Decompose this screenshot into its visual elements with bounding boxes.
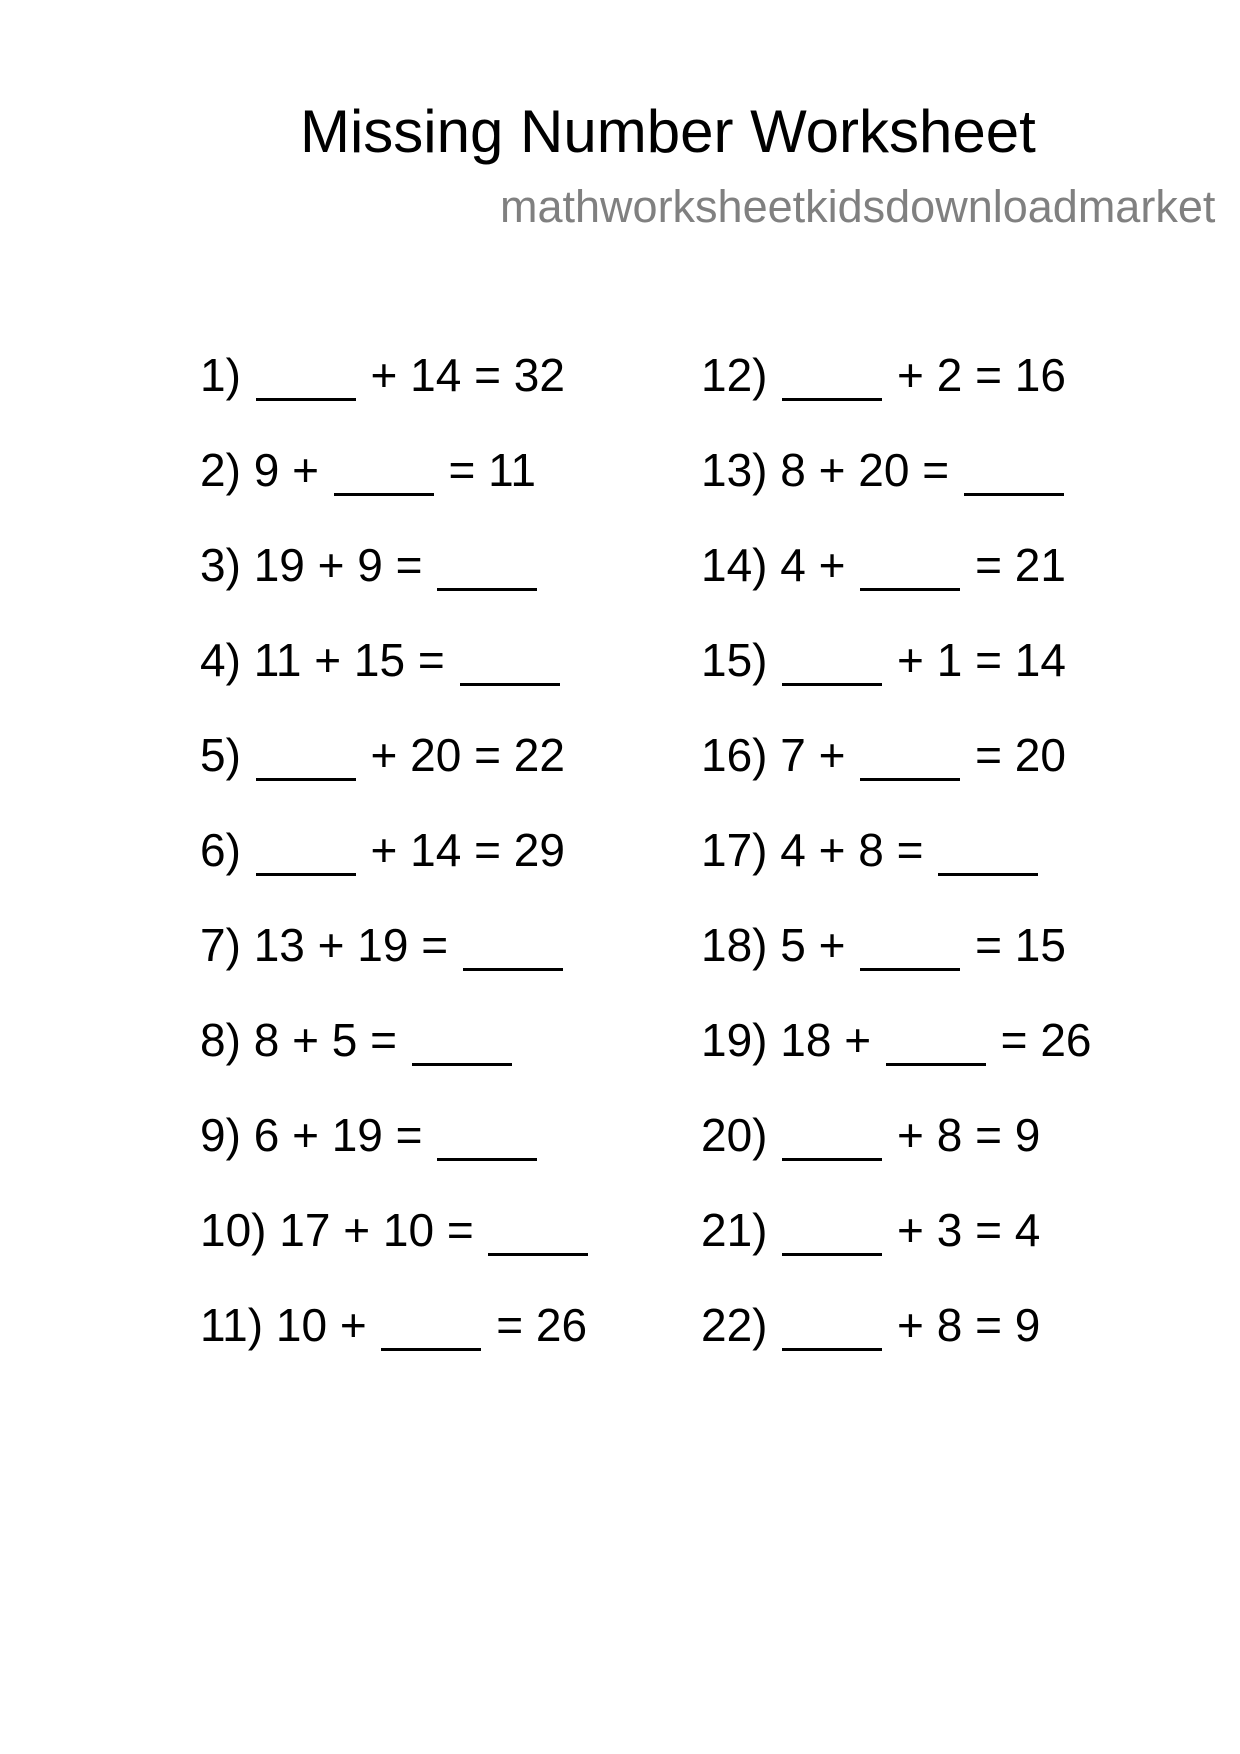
- plus-sign: +: [897, 1204, 924, 1256]
- plus-sign: +: [370, 729, 398, 781]
- equals-sign: =: [474, 729, 501, 781]
- plus-sign: +: [897, 349, 924, 401]
- problem-item: [200, 443, 590, 538]
- answer-blank[interactable]: [256, 398, 356, 401]
- answer-blank[interactable]: [256, 778, 356, 781]
- result: 21: [1014, 539, 1066, 591]
- operand-b: 20: [858, 444, 910, 496]
- problem-item: [701, 538, 1091, 633]
- equals-sign: =: [922, 444, 950, 496]
- result: 4: [1014, 1204, 1041, 1256]
- problem-column-right: [701, 348, 1091, 1393]
- problem-number: 11): [200, 1299, 264, 1351]
- problem-number: 15): [701, 634, 768, 686]
- answer-blank[interactable]: [437, 1158, 537, 1161]
- operand-b: 8: [936, 1299, 963, 1351]
- answer-blank[interactable]: [886, 1063, 986, 1066]
- answer-blank[interactable]: [964, 493, 1064, 496]
- answer-blank[interactable]: [412, 1063, 512, 1066]
- plus-sign: +: [370, 824, 398, 876]
- problem-number: 18): [701, 919, 768, 971]
- plus-sign: +: [818, 539, 846, 591]
- problem-item: [200, 918, 590, 1013]
- problem-item: [200, 633, 590, 728]
- answer-blank[interactable]: [782, 398, 882, 401]
- operand-b: 14: [410, 349, 462, 401]
- operand-b: 9: [357, 539, 383, 591]
- plus-sign: +: [339, 1299, 367, 1351]
- plus-sign: +: [343, 1204, 371, 1256]
- result: 9: [1014, 1299, 1041, 1351]
- problem-number: 19): [701, 1014, 768, 1066]
- operand-a: 11: [253, 634, 302, 686]
- problem-number: 22): [701, 1299, 768, 1351]
- problem-number: 21): [701, 1204, 768, 1256]
- problem-number: 13): [701, 444, 768, 496]
- result: 22: [513, 729, 565, 781]
- operand-b: 20: [410, 729, 462, 781]
- equals-sign: =: [395, 539, 423, 591]
- problem-number: 5): [200, 729, 241, 781]
- equals-sign: =: [975, 539, 1002, 591]
- answer-blank[interactable]: [334, 493, 434, 496]
- problem-item: [200, 1108, 590, 1203]
- plus-sign: +: [370, 349, 398, 401]
- result: 26: [535, 1299, 588, 1351]
- plus-sign: +: [292, 1014, 319, 1066]
- result: 32: [513, 349, 565, 401]
- operand-a: 17: [279, 1204, 331, 1256]
- equals-sign: =: [1000, 1014, 1028, 1066]
- operand-a: 4: [780, 539, 806, 591]
- problem-item: [200, 1203, 590, 1298]
- plus-sign: +: [317, 919, 345, 971]
- answer-blank[interactable]: [463, 968, 563, 971]
- operand-b: 10: [382, 1204, 435, 1256]
- equals-sign: =: [496, 1299, 524, 1351]
- watermark: mathworksheetkidsdownloadmarket: [500, 181, 1216, 232]
- problem-item: [701, 918, 1091, 1013]
- equals-sign: =: [975, 349, 1002, 401]
- plus-sign: +: [818, 919, 846, 971]
- answer-blank[interactable]: [782, 1158, 882, 1161]
- plus-sign: +: [317, 539, 345, 591]
- problem-item: [200, 1013, 590, 1108]
- result: 15: [1014, 919, 1066, 971]
- operand-b: 1: [936, 634, 963, 686]
- problem-item: [701, 728, 1091, 823]
- result: 11: [488, 444, 536, 496]
- operand-b: 2: [936, 349, 963, 401]
- problem-item: [200, 348, 590, 443]
- operand-b: 8: [936, 1109, 963, 1161]
- equals-sign: =: [474, 824, 501, 876]
- operand-a: 5: [780, 919, 806, 971]
- problem-number: 12): [701, 349, 768, 401]
- problem-number: 14): [701, 539, 768, 591]
- problem-item: [200, 728, 590, 823]
- operand-b: 8: [858, 824, 884, 876]
- plus-sign: +: [314, 634, 342, 686]
- problem-item: [200, 1298, 590, 1393]
- problem-column-left: [200, 348, 590, 1393]
- problem-number: 8): [200, 1014, 241, 1066]
- plus-sign: +: [818, 824, 846, 876]
- equals-sign: =: [975, 1299, 1002, 1351]
- operand-a: 8: [780, 444, 806, 496]
- equals-sign: =: [975, 919, 1002, 971]
- equals-sign: =: [395, 1109, 423, 1161]
- problem-number: 10): [200, 1204, 267, 1256]
- answer-blank[interactable]: [381, 1348, 481, 1351]
- equals-sign: =: [446, 1204, 474, 1256]
- operand-a: 6: [253, 1109, 280, 1161]
- result: 16: [1014, 349, 1066, 401]
- problem-number: 7): [200, 919, 241, 971]
- plus-sign: +: [897, 1299, 924, 1351]
- operand-b: 19: [331, 1109, 383, 1161]
- problem-number: 4): [200, 634, 241, 686]
- problem-number: 20): [701, 1109, 768, 1161]
- equals-sign: =: [448, 444, 476, 496]
- operand-a: 8: [253, 1014, 280, 1066]
- problem-item: [701, 443, 1091, 538]
- problem-number: 6): [200, 824, 241, 876]
- plus-sign: +: [292, 444, 319, 496]
- operand-a: 18: [780, 1014, 832, 1066]
- equals-sign: =: [975, 634, 1002, 686]
- operand-b: 5: [331, 1014, 358, 1066]
- operand-a: 9: [253, 444, 280, 496]
- result: 29: [513, 824, 565, 876]
- operand-b: 19: [357, 919, 409, 971]
- answer-blank[interactable]: [488, 1253, 588, 1256]
- operand-b: 3: [936, 1204, 963, 1256]
- problem-item: [701, 1203, 1091, 1298]
- problem-number: 9): [200, 1109, 241, 1161]
- operand-a: 10: [275, 1299, 328, 1351]
- result: 26: [1040, 1014, 1092, 1066]
- answer-blank[interactable]: [860, 778, 960, 781]
- operand-a: 19: [253, 539, 305, 591]
- problem-item: [701, 348, 1091, 443]
- operand-a: 13: [253, 919, 305, 971]
- problem-item: [701, 1108, 1091, 1203]
- answer-blank[interactable]: [782, 683, 882, 686]
- answer-blank[interactable]: [782, 1253, 882, 1256]
- result: 14: [1014, 634, 1066, 686]
- problem-number: 17): [701, 824, 768, 876]
- answer-blank[interactable]: [460, 683, 560, 686]
- plus-sign: +: [844, 1014, 872, 1066]
- plus-sign: +: [292, 1109, 319, 1161]
- problem-item: [200, 823, 590, 918]
- problem-number: 3): [200, 539, 241, 591]
- equals-sign: =: [975, 1204, 1002, 1256]
- equals-sign: =: [417, 634, 445, 686]
- page-title: Missing Number Worksheet: [300, 98, 1036, 165]
- problem-item: [200, 538, 590, 633]
- equals-sign: =: [975, 729, 1002, 781]
- problem-item: [701, 823, 1091, 918]
- problem-number: 2): [200, 444, 241, 496]
- answer-blank[interactable]: [437, 588, 537, 591]
- answer-blank[interactable]: [938, 873, 1038, 876]
- equals-sign: =: [896, 824, 924, 876]
- plus-sign: +: [897, 1109, 924, 1161]
- equals-sign: =: [421, 919, 449, 971]
- answer-blank[interactable]: [860, 968, 960, 971]
- operand-b: 14: [410, 824, 462, 876]
- result: 9: [1014, 1109, 1041, 1161]
- problem-number: 1): [200, 349, 241, 401]
- answer-blank[interactable]: [860, 588, 960, 591]
- problem-item: [701, 633, 1091, 728]
- operand-b: 15: [353, 634, 406, 686]
- result: 20: [1014, 729, 1066, 781]
- problem-item: [701, 1298, 1091, 1393]
- plus-sign: +: [818, 729, 846, 781]
- equals-sign: =: [975, 1109, 1002, 1161]
- problem-item: [701, 1013, 1091, 1108]
- answer-blank[interactable]: [782, 1348, 882, 1351]
- plus-sign: +: [897, 634, 924, 686]
- equals-sign: =: [474, 349, 501, 401]
- plus-sign: +: [818, 444, 846, 496]
- equals-sign: =: [370, 1014, 397, 1066]
- answer-blank[interactable]: [256, 873, 356, 876]
- operand-a: 7: [780, 729, 806, 781]
- problem-number: 16): [701, 729, 768, 781]
- operand-a: 4: [780, 824, 806, 876]
